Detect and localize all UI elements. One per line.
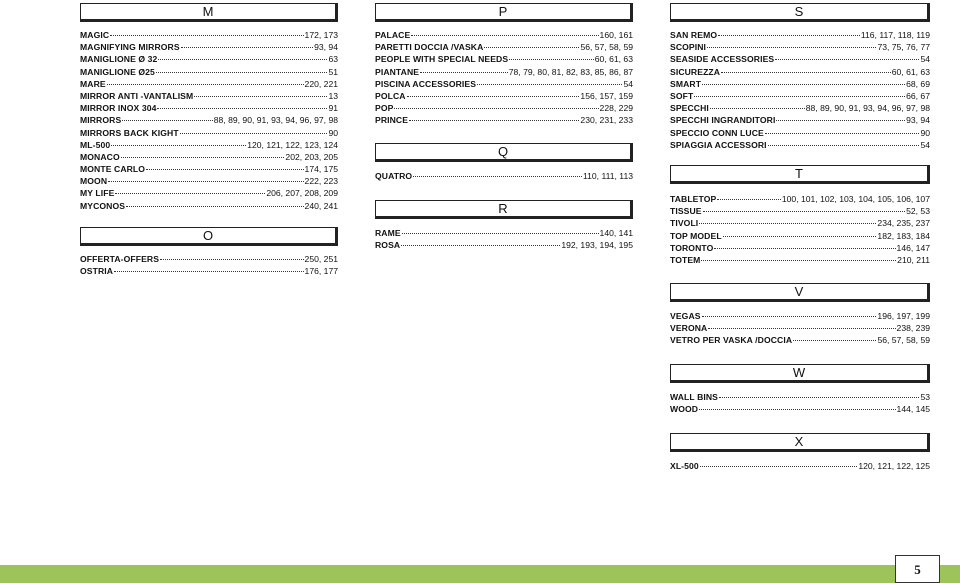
- index-entry: [80, 175, 338, 187]
- dot-leader: [708, 328, 895, 329]
- index-entry: [375, 66, 633, 78]
- entry-name: WOOD: [670, 404, 699, 415]
- index-entry: [670, 127, 930, 139]
- entry-name: SPIAGGIA ACCESSORI: [670, 139, 767, 150]
- dot-leader: [420, 72, 508, 73]
- entry-name: TORONTO: [670, 242, 714, 253]
- entry-name: SPECCIO CONN LUCE: [670, 127, 764, 138]
- index-entry: [80, 114, 338, 126]
- entry-pages: 192, 193, 194, 195: [561, 240, 633, 251]
- section-p-list: [375, 29, 633, 127]
- dot-leader: [160, 259, 303, 260]
- dot-leader: [694, 96, 905, 97]
- dot-leader: [765, 133, 920, 134]
- entry-name: MONTE CARLO: [80, 164, 146, 175]
- index-entry: [80, 53, 338, 65]
- entry-pages: 53: [920, 392, 930, 402]
- dot-leader: [110, 35, 303, 36]
- dot-leader: [158, 59, 327, 60]
- entry-pages: 120, 121, 122, 125: [858, 461, 930, 471]
- section-s-list: [670, 29, 930, 151]
- entry-pages: 100, 101, 102, 103, 104, 105, 106, 107: [781, 194, 930, 204]
- index-entry: [375, 102, 633, 114]
- entry-pages: 90: [328, 127, 338, 138]
- dot-leader: [701, 260, 896, 261]
- index-entry: [670, 242, 930, 254]
- entry-name: ROSA: [375, 240, 401, 251]
- section-header-p: P: [375, 3, 633, 22]
- entry-name: POP: [375, 103, 394, 114]
- dot-leader: [718, 35, 860, 36]
- entry-name: MYCONOS: [80, 200, 126, 211]
- index-entry: [375, 29, 633, 41]
- dot-leader: [719, 397, 919, 398]
- index-entry: [80, 151, 338, 163]
- index-entry: [80, 66, 338, 78]
- entry-name: SCOPINI: [670, 42, 707, 53]
- dot-leader: [776, 120, 905, 121]
- entry-name: PEOPLE WITH SPECIAL NEEDS: [375, 54, 509, 65]
- dot-leader: [723, 236, 877, 237]
- section-x-list: [670, 460, 930, 472]
- entry-pages: 174, 175: [304, 164, 338, 175]
- entry-name: ML-500: [80, 139, 111, 150]
- section-header-o: O: [80, 227, 338, 246]
- dot-leader: [115, 193, 265, 194]
- entry-name: TABLETOP: [670, 194, 717, 204]
- entry-pages: 54: [920, 139, 930, 150]
- dot-leader: [407, 96, 580, 97]
- index-entry: [670, 254, 930, 266]
- index-entry: [80, 200, 338, 212]
- entry-pages: 60, 61, 63: [891, 66, 930, 77]
- entry-name: PALACE: [375, 30, 411, 40]
- entry-pages: 78, 79, 80, 81, 82, 83, 85, 86, 87: [508, 66, 633, 77]
- index-entry: [80, 90, 338, 102]
- index-entry: [670, 90, 930, 102]
- index-entry: [80, 41, 338, 53]
- entry-pages: 52, 53: [906, 206, 930, 217]
- entry-pages: 13: [328, 90, 338, 101]
- index-entry: [670, 139, 930, 151]
- index-entry: [375, 239, 633, 251]
- entry-pages: 54: [920, 54, 930, 65]
- dot-leader: [717, 199, 781, 200]
- section-header-t: T: [670, 165, 930, 184]
- index-entry: [375, 114, 633, 126]
- index-entry: [670, 53, 930, 65]
- dot-leader: [721, 72, 891, 73]
- dot-leader: [775, 59, 919, 60]
- index-entry: [80, 163, 338, 175]
- section-w-list: [670, 391, 930, 415]
- index-entry: [670, 102, 930, 114]
- index-entry: [670, 230, 930, 242]
- entry-pages: 56, 57, 58, 59: [580, 42, 633, 53]
- entry-name: OSTRIA: [80, 266, 114, 277]
- entry-name: MARE: [80, 78, 106, 89]
- entry-pages: 88, 89, 90, 91, 93, 94, 96, 97, 98: [213, 115, 338, 126]
- dot-leader: [710, 108, 805, 109]
- entry-pages: 160, 161: [599, 30, 633, 40]
- index-entry: [375, 170, 633, 182]
- dot-leader: [768, 145, 920, 146]
- index-entry: [670, 403, 930, 415]
- entry-name: WALL BINS: [670, 392, 719, 402]
- dot-leader: [121, 157, 285, 158]
- entry-pages: 240, 241: [304, 200, 338, 211]
- index-entry: [80, 78, 338, 90]
- entry-name: MY LIFE: [80, 188, 115, 199]
- entry-pages: 238, 239: [896, 323, 930, 334]
- index-entry: [670, 460, 930, 472]
- dot-leader: [107, 84, 304, 85]
- section-header-w: W: [670, 364, 930, 383]
- entry-name: RAME: [375, 228, 401, 238]
- entry-name: SEASIDE ACCESSORIES: [670, 54, 775, 65]
- index-entry: [80, 265, 338, 277]
- dot-leader: [707, 47, 876, 48]
- section-header-r: R: [375, 200, 633, 219]
- entry-pages: 182, 183, 184: [877, 230, 930, 241]
- index-entry: [80, 139, 338, 151]
- entry-pages: 60, 61, 63: [594, 54, 633, 65]
- entry-pages: 146, 147: [896, 242, 930, 253]
- entry-pages: 68, 69: [906, 78, 930, 89]
- index-entry: [375, 78, 633, 90]
- index-entry: [375, 227, 633, 239]
- entry-name: SPECCHI: [670, 103, 709, 114]
- index-entry: [375, 41, 633, 53]
- entry-pages: 56, 57, 58, 59: [877, 335, 930, 346]
- entry-name: SMART: [670, 78, 702, 89]
- dot-leader: [122, 120, 212, 121]
- dot-leader: [699, 409, 895, 410]
- entry-name: MANIGLIONE Ø25: [80, 66, 155, 77]
- entry-pages: 228, 229: [599, 103, 633, 114]
- index-entry: [375, 53, 633, 65]
- index-entry: [670, 66, 930, 78]
- entry-pages: 220, 221: [304, 78, 338, 89]
- entry-pages: 93, 94: [906, 115, 930, 126]
- dot-leader: [699, 223, 876, 224]
- entry-pages: 116, 117, 118, 119: [860, 30, 930, 40]
- entry-name: MAGIC: [80, 30, 110, 40]
- entry-pages: 206, 207, 208, 209: [266, 188, 338, 199]
- section-t-list: [670, 193, 930, 266]
- dot-leader: [793, 340, 876, 341]
- entry-pages: 222, 223: [304, 176, 338, 187]
- entry-name: MONACO: [80, 151, 120, 162]
- entry-pages: 91: [328, 103, 338, 114]
- entry-pages: 90: [920, 127, 930, 138]
- section-m-list: [80, 29, 338, 212]
- section-header-x: X: [670, 433, 930, 452]
- entry-pages: 156, 157, 159: [580, 90, 633, 101]
- entry-name: PARETTI DOCCIA /VASKA: [375, 42, 484, 53]
- section-r-list: [375, 227, 633, 251]
- entry-pages: 202, 203, 205: [285, 151, 338, 162]
- entry-pages: 110, 111, 113: [582, 171, 633, 181]
- index-entry: [80, 29, 338, 41]
- entry-name: XL-500: [670, 461, 699, 471]
- index-entry: [670, 205, 930, 217]
- dot-leader: [108, 181, 303, 182]
- entry-pages: 140, 141: [599, 228, 633, 238]
- entry-name: TISSUE: [670, 206, 702, 217]
- entry-name: SICUREZZA: [670, 66, 721, 77]
- dot-leader: [509, 59, 594, 60]
- section-v-list: [670, 310, 930, 347]
- index-entry: [80, 102, 338, 114]
- entry-pages: 196, 197, 199: [877, 311, 930, 321]
- index-entry: [670, 193, 930, 205]
- entry-pages: 63: [328, 54, 338, 65]
- dot-leader: [702, 316, 877, 317]
- entry-pages: 73, 75, 76, 77: [877, 42, 930, 53]
- index-entry: [670, 322, 930, 334]
- index-entry: [670, 310, 930, 322]
- entry-pages: 93, 94: [314, 42, 338, 53]
- entry-pages: 54: [623, 78, 633, 89]
- index-entry: [670, 391, 930, 403]
- footer-bar: [0, 565, 930, 583]
- entry-name: MIRRORS: [80, 115, 122, 126]
- entry-pages: 234, 235, 237: [877, 218, 930, 229]
- entry-name: MIRROR INOX 304: [80, 103, 157, 114]
- dot-leader: [413, 176, 582, 177]
- entry-name: MIRROR ANTI -VANTALISM: [80, 90, 194, 101]
- dot-leader: [477, 84, 622, 85]
- entry-name: SAN REMO: [670, 30, 718, 40]
- entry-pages: 176, 177: [304, 266, 338, 277]
- entry-name: VEGAS: [670, 311, 701, 321]
- section-header-v: V: [670, 283, 930, 302]
- entry-name: MANIGLIONE Ø 32: [80, 54, 158, 65]
- section-header-s: S: [670, 3, 930, 22]
- index-entry: [670, 78, 930, 90]
- dot-leader: [156, 72, 328, 73]
- dot-leader: [114, 271, 303, 272]
- dot-leader: [394, 108, 598, 109]
- dot-leader: [126, 206, 303, 207]
- section-q-list: [375, 170, 633, 182]
- entry-name: OFFERTA-OFFERS: [80, 254, 160, 264]
- dot-leader: [702, 84, 905, 85]
- entry-name: MOON: [80, 176, 108, 187]
- entry-pages: 230, 231, 233: [580, 115, 633, 126]
- entry-name: VERONA: [670, 323, 708, 334]
- entry-name: TIVOLI: [670, 218, 699, 229]
- footer-bar-end: [940, 565, 960, 583]
- entry-name: SOFT: [670, 90, 694, 101]
- dot-leader: [700, 466, 858, 467]
- index-entry: [80, 253, 338, 265]
- page-number: 5: [895, 555, 940, 583]
- index-entry: [670, 114, 930, 126]
- entry-name: SPECCHI INGRANDITORI: [670, 115, 776, 126]
- section-header-q: Q: [375, 143, 633, 162]
- section-header-m: M: [80, 3, 338, 22]
- index-entry: [670, 334, 930, 346]
- entry-name: TOP MODEL: [670, 230, 722, 241]
- entry-pages: 120, 121, 122, 123, 124: [247, 139, 338, 150]
- dot-leader: [484, 47, 579, 48]
- dot-leader: [111, 145, 246, 146]
- entry-pages: 144, 145: [896, 404, 930, 415]
- dot-leader: [181, 47, 313, 48]
- index-entry: [670, 29, 930, 41]
- entry-pages: 172, 173: [304, 30, 338, 40]
- dot-leader: [703, 211, 905, 212]
- entry-name: VETRO PER VASKA /DOCCIA: [670, 335, 793, 346]
- dot-leader: [409, 120, 579, 121]
- dot-leader: [411, 35, 598, 36]
- entry-pages: 66, 67: [906, 90, 930, 101]
- index-entry: [670, 41, 930, 53]
- entry-name: MIRRORS BACK KIGHT: [80, 127, 179, 138]
- dot-leader: [157, 108, 327, 109]
- entry-name: PISCINA ACCESSORIES: [375, 78, 477, 89]
- entry-pages: 88, 89, 90, 91, 93, 94, 96, 97, 98: [805, 103, 930, 114]
- entry-name: PIANTANE: [375, 66, 420, 77]
- dot-leader: [714, 248, 895, 249]
- index-entry: [375, 90, 633, 102]
- entry-name: TOTEM: [670, 254, 701, 265]
- entry-pages: 250, 251: [304, 254, 338, 264]
- dot-leader: [146, 169, 303, 170]
- index-entry: [670, 217, 930, 229]
- dot-leader: [402, 233, 599, 234]
- entry-name: PRINCE: [375, 115, 409, 126]
- dot-leader: [194, 96, 327, 97]
- dot-leader: [401, 245, 560, 246]
- entry-pages: 210, 211: [897, 254, 930, 265]
- index-entry: [80, 127, 338, 139]
- section-o-list: [80, 253, 338, 277]
- entry-name: MAGNIFYING MIRRORS: [80, 42, 180, 53]
- entry-name: POLCA: [375, 90, 406, 101]
- entry-name: QUATRO: [375, 171, 413, 181]
- entry-pages: 51: [328, 66, 338, 77]
- index-entry: [80, 187, 338, 199]
- dot-leader: [180, 133, 328, 134]
